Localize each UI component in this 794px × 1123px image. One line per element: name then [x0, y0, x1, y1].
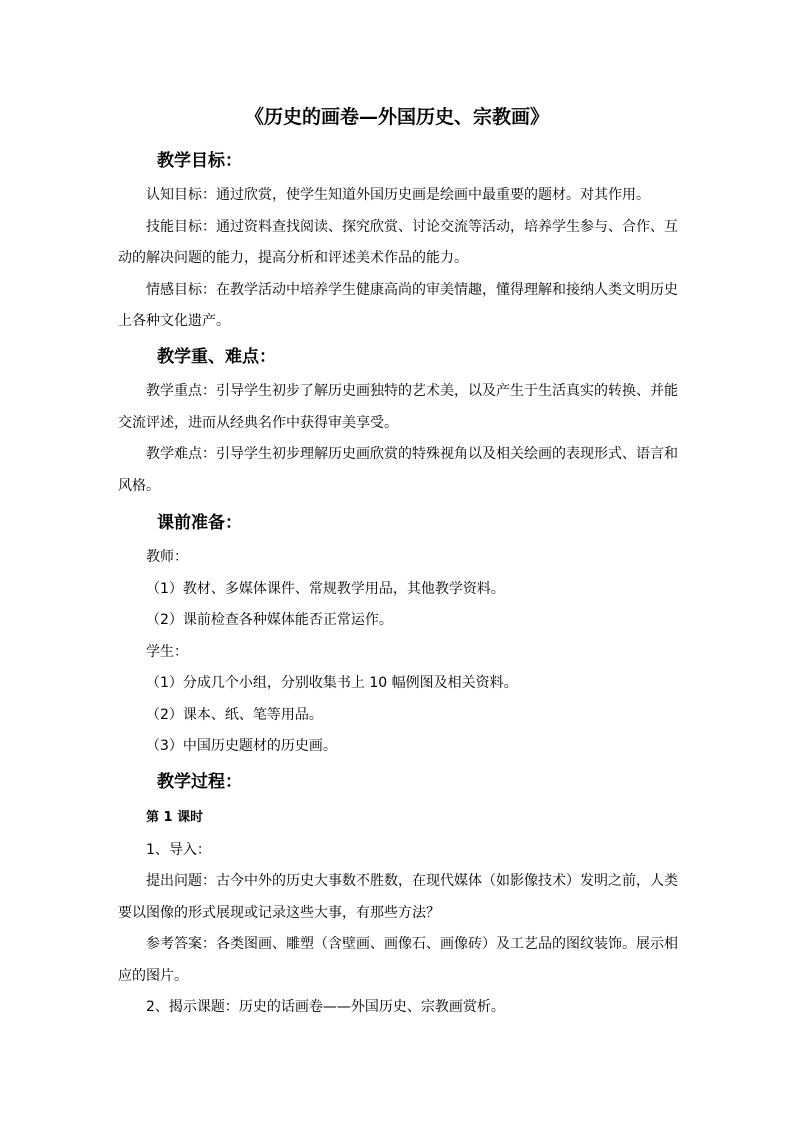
list-item: （2）课前检查各种媒体能否正常运作。: [146, 612, 393, 628]
question-line1: 提出问题：古今中外的历史大事数不胜数，在现代媒体（如影像技术）发明之前，人类: [146, 873, 678, 889]
student-label: 学生：: [146, 644, 188, 660]
keypoint-focus-line1: 教学重点：引导学生初步了解历史画独特的艺术美，以及产生于生活真实的转换、并能: [146, 383, 678, 399]
objectives-heading: 教学目标：: [157, 151, 242, 171]
objective-emotion-line2: 上各种文化遗产。: [118, 313, 230, 329]
list-item: （1）教材、多媒体课件、常规教学用品，其他教学资料。: [146, 581, 505, 597]
objective-skill-line1: 技能目标：通过资料查找阅读、探究欣赏、讨论交流等活动，培养学生参与、合作、互: [146, 219, 678, 235]
preparation-heading: 课前准备：: [157, 513, 242, 533]
teacher-label: 教师：: [146, 549, 188, 565]
keypoints-heading: 教学重、难点：: [157, 347, 276, 367]
list-item: （2）课本、纸、笔等用品。: [146, 707, 323, 723]
step-topic: 2、揭示课题：历史的话画卷——外国历史、宗教画赏析。: [146, 999, 505, 1015]
objective-cognitive: 认知目标：通过欣赏，使学生知道外国历史画是绘画中最重要的题材。对其作用。: [146, 187, 650, 203]
question-line2: 要以图像的形式展现或记录这些大事，有那些方法？: [118, 905, 440, 921]
keypoint-difficulty-line2: 风格。: [118, 478, 160, 494]
document-title: 《历史的画卷—外国历史、宗教画》: [244, 106, 549, 128]
lesson-label: 第 1 课时: [146, 810, 204, 825]
list-item: （1）分成几个小组，分别收集书上 10 幅例图及相关资料。: [146, 675, 518, 691]
objective-skill-line2: 动的解决问题的能力，提高分析和评述美术作品的能力。: [118, 250, 468, 266]
keypoint-difficulty-line1: 教学难点：引导学生初步理解历史画欣赏的特殊视角以及相关绘画的表现形式、语言和: [146, 446, 678, 462]
step-intro: 1、导入：: [146, 842, 211, 858]
objective-emotion-line1: 情感目标：在教学活动中培养学生健康高尚的审美情趣，懂得理解和接纳人类文明历史: [146, 282, 678, 298]
process-heading: 教学过程：: [157, 772, 242, 792]
answer-line1: 参考答案：各类图画、雕塑（含壁画、画像石、画像砖）及工艺品的图纹装饰。展示相: [146, 936, 678, 952]
list-item: （3）中国历史题材的历史画。: [146, 738, 337, 754]
keypoint-focus-line2: 交流评述，进而从经典名作中获得审美享受。: [118, 415, 398, 431]
answer-line2: 应的图片。: [118, 968, 188, 984]
